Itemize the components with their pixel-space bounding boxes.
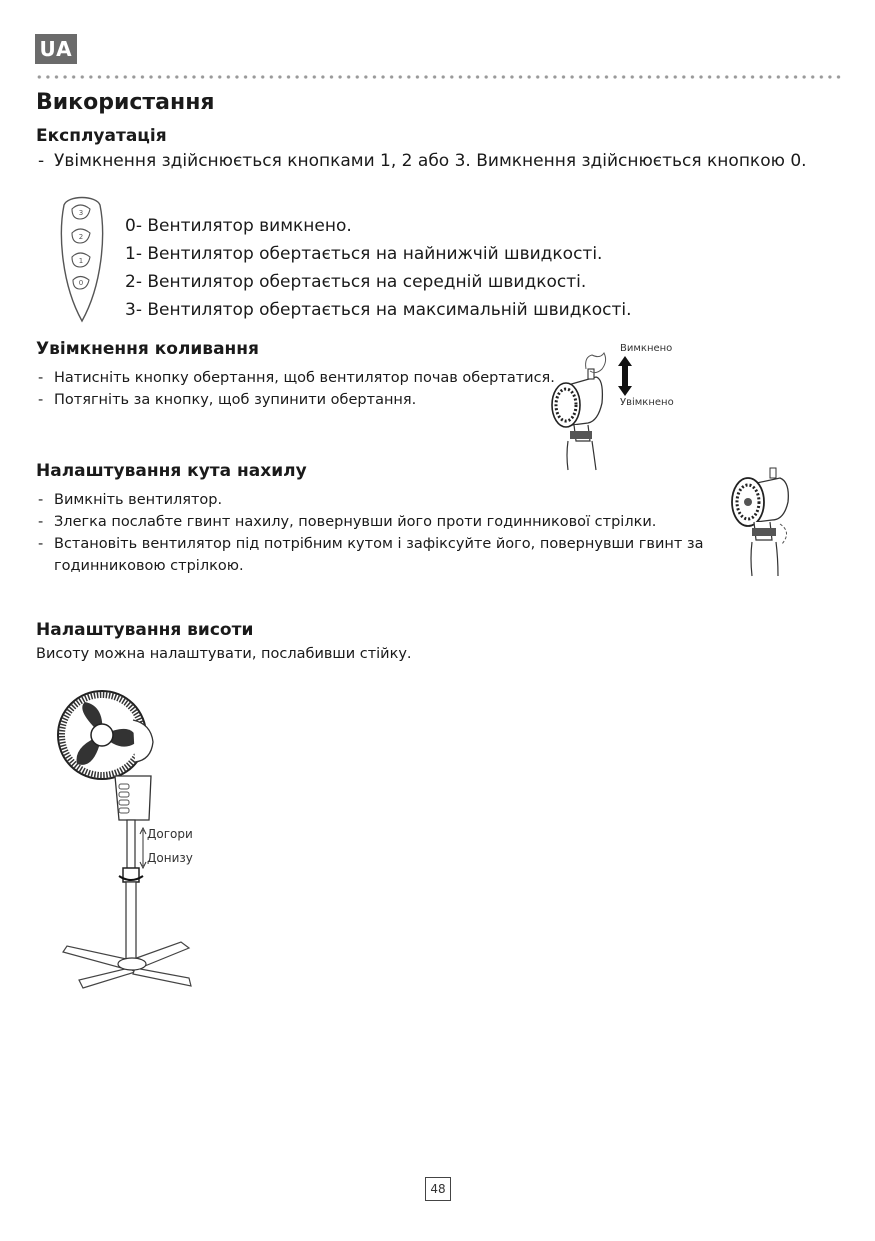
dotted-divider [35, 75, 841, 79]
label-down: Донизу [147, 851, 193, 865]
oscillation-list [38, 367, 555, 411]
oscillation-heading: Увімкнення коливання [36, 339, 259, 359]
speed-item-1: 1- Вентилятор обертається на найнижчій швидкості. [125, 244, 603, 264]
section-title: Використання [36, 90, 215, 115]
remote-button-0: 0 [78, 279, 84, 287]
tilt-heading: Налаштування кута нахилу [36, 461, 307, 481]
operation-heading: Експлуатація [36, 126, 167, 146]
tilt-item-3: - Встановіть вентилятор під потрібним кутом і зафіксуйте його, повернувши гвинт за [38, 536, 704, 552]
oscillation-item-1: - Натисніть кнопку обертання, щоб вентилятор почав обертатися. [38, 370, 555, 386]
page-number: 48 [425, 1177, 451, 1201]
speed-item-3: 3- Вентилятор обертається на максимальній швидкості. [125, 300, 632, 320]
label-up: Догори [147, 827, 193, 841]
remote-button-3: 3 [78, 209, 84, 217]
tilt-fan-illustration [722, 462, 802, 577]
bullet-dash: - [38, 151, 45, 171]
language-badge: UA [35, 34, 77, 64]
tilt-item-3-cont: годинниковою стрілкою. [54, 558, 244, 574]
tilt-item-2: - Злегка послабте гвинт нахилу, повернувши його проти годинникової стрілки. [38, 514, 657, 530]
oscillation-fan-illustration [548, 345, 628, 470]
tilt-list [38, 489, 704, 577]
oscillation-item-2: - Потягніть за кнопку, щоб зупинити обертання. [38, 392, 417, 408]
speed-item-0: 0- Вентилятор вимкнено. [125, 216, 352, 236]
height-text: Висоту можна налаштувати, послабивши стійку. [36, 646, 412, 662]
remote-button-1: 1 [78, 257, 84, 265]
label-on: Увімкнено [620, 397, 674, 408]
remote-control-illustration [58, 195, 108, 325]
operation-intro: - Увімкнення здійснюється кнопками 1, 2 або 3. Вимкнення здійснюється кнопкою 0. [38, 151, 807, 171]
tilt-item-1: - Вимкніть вентилятор. [38, 492, 223, 508]
speed-item-2: 2- Вентилятор обертається на середній швидкості. [125, 272, 587, 292]
height-heading: Налаштування висоти [36, 620, 254, 640]
speed-list [125, 212, 632, 324]
up-down-arrow-icon [618, 356, 632, 396]
remote-button-2: 2 [78, 233, 84, 241]
label-off: Вимкнено [620, 343, 673, 354]
